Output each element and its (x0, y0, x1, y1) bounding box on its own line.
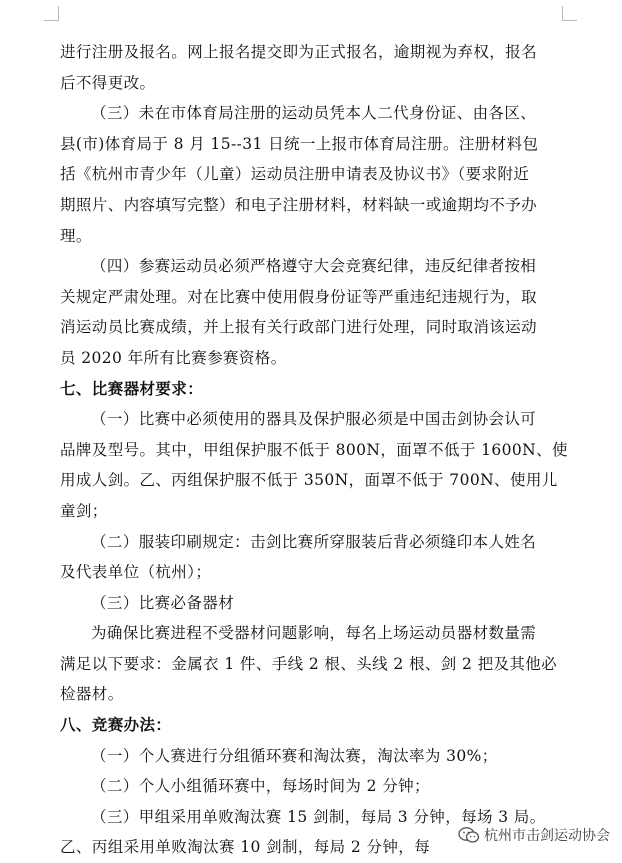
paragraph-line: 县(市)体育局于 8 月 15--31 日统一上报市体育局注册。注册材料包 (60, 134, 539, 153)
paragraph-line: （三）甲组采用单败淘汰赛 15 剑制，每局 3 分钟，每场 3 局。 (91, 807, 546, 826)
paragraph-line: 关规定严肃处理。对在比赛中使用假身份证等严重违纪违规行为，取 (60, 287, 538, 306)
watermark-text: 杭州市击剑运动协会 (484, 828, 610, 844)
paragraph-line: 后不得更改。 (60, 73, 156, 92)
paragraph-line: （三）未在市体育局注册的运动员凭本人二代身份证、由各区、 (91, 104, 537, 123)
paragraph-line: 期照片、内容填写完整）和电子注册材料，材料缺一或逾期均不予办 (60, 195, 538, 214)
paragraph-line: 括《杭州市青少年（儿童）运动员注册申请表及协议书》（要求附近 (60, 165, 530, 184)
paragraph-line: 满足以下要求：金属衣 1 件、手线 2 根、头线 2 根、剑 2 把及其他必 (60, 654, 558, 673)
paragraph-line: 消运动员比赛成绩，并上报有关行政部门进行处理，同时取消该运动 (60, 318, 538, 337)
paragraph-line: 理。 (60, 226, 92, 245)
paragraph-line: 员 2020 年所有比赛参赛资格。 (60, 348, 287, 367)
paragraph-line: （一）比赛中必须使用的器具及保护服必须是中国击剑协会认可 (91, 410, 537, 429)
paragraph-line: （一）个人赛进行分组循环赛和淘汰赛，淘汰率为 30%； (91, 746, 498, 765)
paragraph-line: 品牌及型号。其中，甲组保护服不低于 800N，面罩不低于 1600N、使 (60, 440, 568, 459)
paragraph-line: （二）服装印刷规定：击剑比赛所穿服装后背必须缝印本人姓名 (91, 532, 537, 551)
document-body (60, 37, 568, 863)
crop-mark-top-left (44, 6, 59, 21)
paragraph-line: 童剑； (60, 501, 108, 520)
paragraph-line: （三）比赛必备器材 (91, 593, 235, 612)
watermark (458, 825, 610, 845)
paragraph-line: （二）个人小组循环赛中，每场时间为 2 分钟； (91, 777, 430, 796)
paragraph-line: 进行注册及报名。网上报名提交即为正式报名，逾期视为弃权，报名 (60, 43, 538, 61)
paragraph-line: （四）参赛运动员必须严格遵守大会竞赛纪律，违反纪律者按相 (91, 257, 537, 276)
paragraph-line: 乙、丙组采用单败淘汰赛 10 剑制，每局 2 分钟，每 (60, 838, 431, 857)
section-heading: 七、比赛器材要求： (60, 378, 204, 398)
crop-mark-top-right (562, 6, 577, 21)
paragraph-line: 及代表单位（杭州）； (60, 563, 212, 582)
section-heading: 八、竞赛办法： (60, 715, 172, 735)
wechat-icon (458, 826, 480, 844)
paragraph-line: 检器材。 (60, 685, 124, 704)
paragraph-line: 为确保比赛进程不受器材问题影响，每名上场运动员器材数量需 (91, 624, 537, 643)
paragraph-line: 用成人剑。乙、丙组保护服不低于 350N，面罩不低于 700N、使用儿 (60, 471, 558, 490)
